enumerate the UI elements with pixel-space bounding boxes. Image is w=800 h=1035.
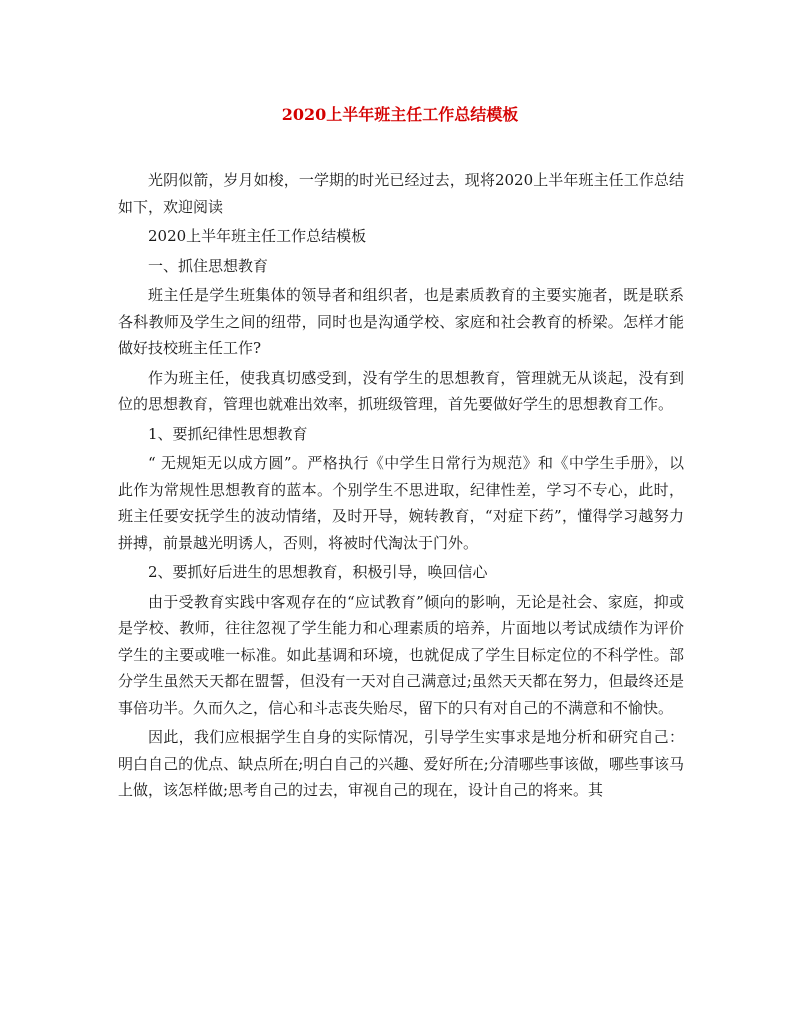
paragraph: “ 无规矩无以成方圆”。严格执行《中学生日常行为规范》和《中学生手册》，以此作为常规性思想教育的蓝本。个别学生不思进取，纪律性差，学习不专心，此时，班主任要安抚学生的波动情绪，及时开导，婉转教育，“对症下药”，懂得学习越努力拼搏，前景越光明诱人，否则，将被时代淘汰于门外。 — [118, 454, 684, 552]
document-body — [118, 167, 684, 807]
subheading-1: 1、要抓纪律性思想教育 — [148, 424, 308, 443]
paragraph: 班主任是学生班集体的领导者和组织者，也是素质教育的主要实施者，既是联系各科教师及学生之间的纽带，同时也是沟通学校、家庭和社会教育的桥梁。怎样才能做好技校班主任工作? — [118, 286, 684, 357]
paragraph: 因此，我们应根据学生自身的实际情况，引导学生实事求是地分析和研究自己：明白自己的优点、缺点所在;明白自己的兴趣、爱好所在;分清哪些事该做，哪些事该马上做，该怎样做;思考自己的过去，审视自己的现在，设计自己的将来。其 — [118, 728, 684, 799]
paragraph: 由于受教育实践中客观存在的“应试教育”倾向的影响，无论是社会、家庭，抑或是学校、教师，往往忽视了学生能力和心理素质的培养，片面地以考试成绩作为评价学生的主要或唯一标准。如此基调和环境，也就促成了学生目标定位的不科学性。部分学生虽然天天都在盟誓，但没有一天对自己满意过;虽然天天都在努力，但最终还是事倍功半。久而久之，信心和斗志丧失贻尽，留下的只有对自己的不满意和不愉快。 — [118, 592, 684, 717]
section-heading-1: 一、抓住思想教育 — [148, 256, 269, 275]
paragraph-subtitle: 2020上半年班主任工作总结模板 — [148, 227, 367, 245]
paragraph: 作为班主任，使我真切感受到，没有学生的思想教育，管理就无从谈起，没有到位的思想教育，管理也就难出效率，抓班级管理，首先要做好学生的思想教育工作。 — [118, 368, 684, 413]
document-title: 2020上半年班主任工作总结模板 — [281, 105, 519, 124]
subheading-2: 2、要抓好后进生的思想教育，积极引导，唤回信心 — [148, 563, 488, 581]
paragraph-intro: 光阴似箭，岁月如梭，一学期的时光已经过去，现将2020上半年班主任工作总结如下，欢迎阅读 — [118, 171, 684, 216]
